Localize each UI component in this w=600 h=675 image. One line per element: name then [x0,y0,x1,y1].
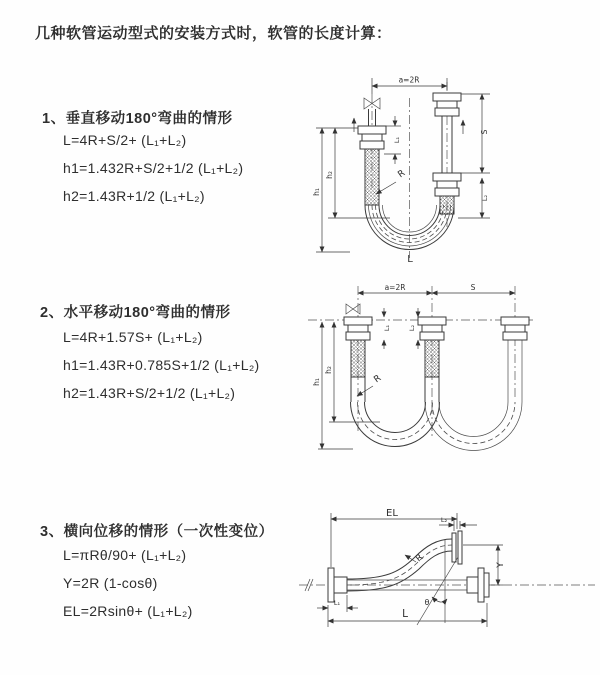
dim-label-h2: h₂ [324,366,333,374]
left-flange-fitting [344,317,372,340]
fitting-length-dimension-left [384,116,401,164]
section-2-formula-h2: h2=1.43R+S/2+1/2 (L₁+L₂) [63,385,236,401]
dim-label-a2r: a=2R [398,75,420,85]
stroke-dimension-right [458,94,490,218]
dim-label-l1: L₁ [383,324,391,332]
left-flange-fitting [358,126,386,149]
centerlines [308,286,533,437]
right-flange-fitting-lower [433,173,461,196]
diagram-horizontal-180-bend [305,282,600,454]
top-width-dimension [372,76,447,95]
section-1-formula-h1: h1=1.432R+S/2+1/2 (L₁+L₂) [63,160,244,176]
dim-label-l-total: L [407,254,413,265]
right-flange-fitting [467,568,489,602]
dim-label-h2: h₂ [325,171,334,179]
l2-dimension [439,516,477,531]
el-dimension [331,508,457,567]
dim-label-l2: L₂ [408,324,416,332]
u-bend-arcs-moved [425,402,522,450]
l1-dimension [317,595,358,612]
section-1-formula-h2: h2=1.43R+1/2 (L₁+L₂) [63,188,205,204]
dim-label-r: R [414,552,426,565]
dim-label-h1: h₁ [312,188,321,196]
radius-callout [376,168,407,194]
left-braided-hose [365,149,379,205]
dim-label-l1: L₁ [333,599,341,607]
height-dimensions [312,322,380,449]
left-flange-fitting [328,568,347,602]
right-braided-hose [440,196,454,214]
dim-label-el: EL [386,508,398,519]
diagram-vertical-180-bend [308,70,600,266]
s-curve-hose [347,539,452,591]
diagram-3-drawing [295,505,600,653]
dim-label-s: S [470,283,476,292]
diagram-2-drawing [305,282,600,454]
left-braided-hose [351,340,365,377]
dim-label-l: L [402,608,408,620]
dim-label-r: R [396,168,408,181]
top-dimensions [358,283,515,293]
radius-callout [405,553,425,565]
u-bend-arcs-current [351,402,440,447]
diagram-1-drawing [308,70,600,266]
dim-label-s: S [480,129,489,135]
section-2-formula-l: L=4R+1.57S+ (L₁+L₂) [63,329,203,345]
dim-label-h1: h₁ [312,378,321,386]
section-3-formula-l: L=πRθ/90+ (L₁+L₂) [63,547,187,563]
dim-label-l1: L₁ [393,136,401,144]
dim-label-y: Y [496,562,506,568]
fitting-length-dimensions [383,308,418,349]
dim-label-l2: L₂ [481,194,489,202]
page-title: 几种软管运动型式的安装方式时，软管的长度计算： [35,25,392,42]
section-3-formula-el: EL=2Rsinθ+ (L₁+L₂) [63,603,193,619]
dim-label-theta: θ [424,598,430,607]
right-flange-fitting [501,317,529,340]
section-1-heading: 1、垂直移动180°弯曲的情形 [42,111,233,127]
diagram-lateral-displacement [295,505,600,653]
middle-flange-fitting [418,317,446,340]
section-2-heading: 2、水平移动180°弯曲的情形 [40,305,231,321]
dim-label-r: R [372,373,384,386]
dim-label-a2r: a=2R [384,283,406,292]
middle-braided-hose [425,340,439,377]
right-flange-fitting-upper [433,93,461,116]
dim-label-l2: L₂ [440,516,448,524]
section-3-formula-y: Y=2R (1-cosθ) [63,575,158,591]
section-2-formula-h1: h1=1.43R+0.785S+1/2 (L₁+L₂) [63,357,260,373]
l-dimension [328,603,487,627]
section-3-heading: 3、横向位移的情形（一次性变位） [40,524,274,540]
section-1-formula-l: L=4R+S/2+ (L₁+L₂) [63,132,187,148]
